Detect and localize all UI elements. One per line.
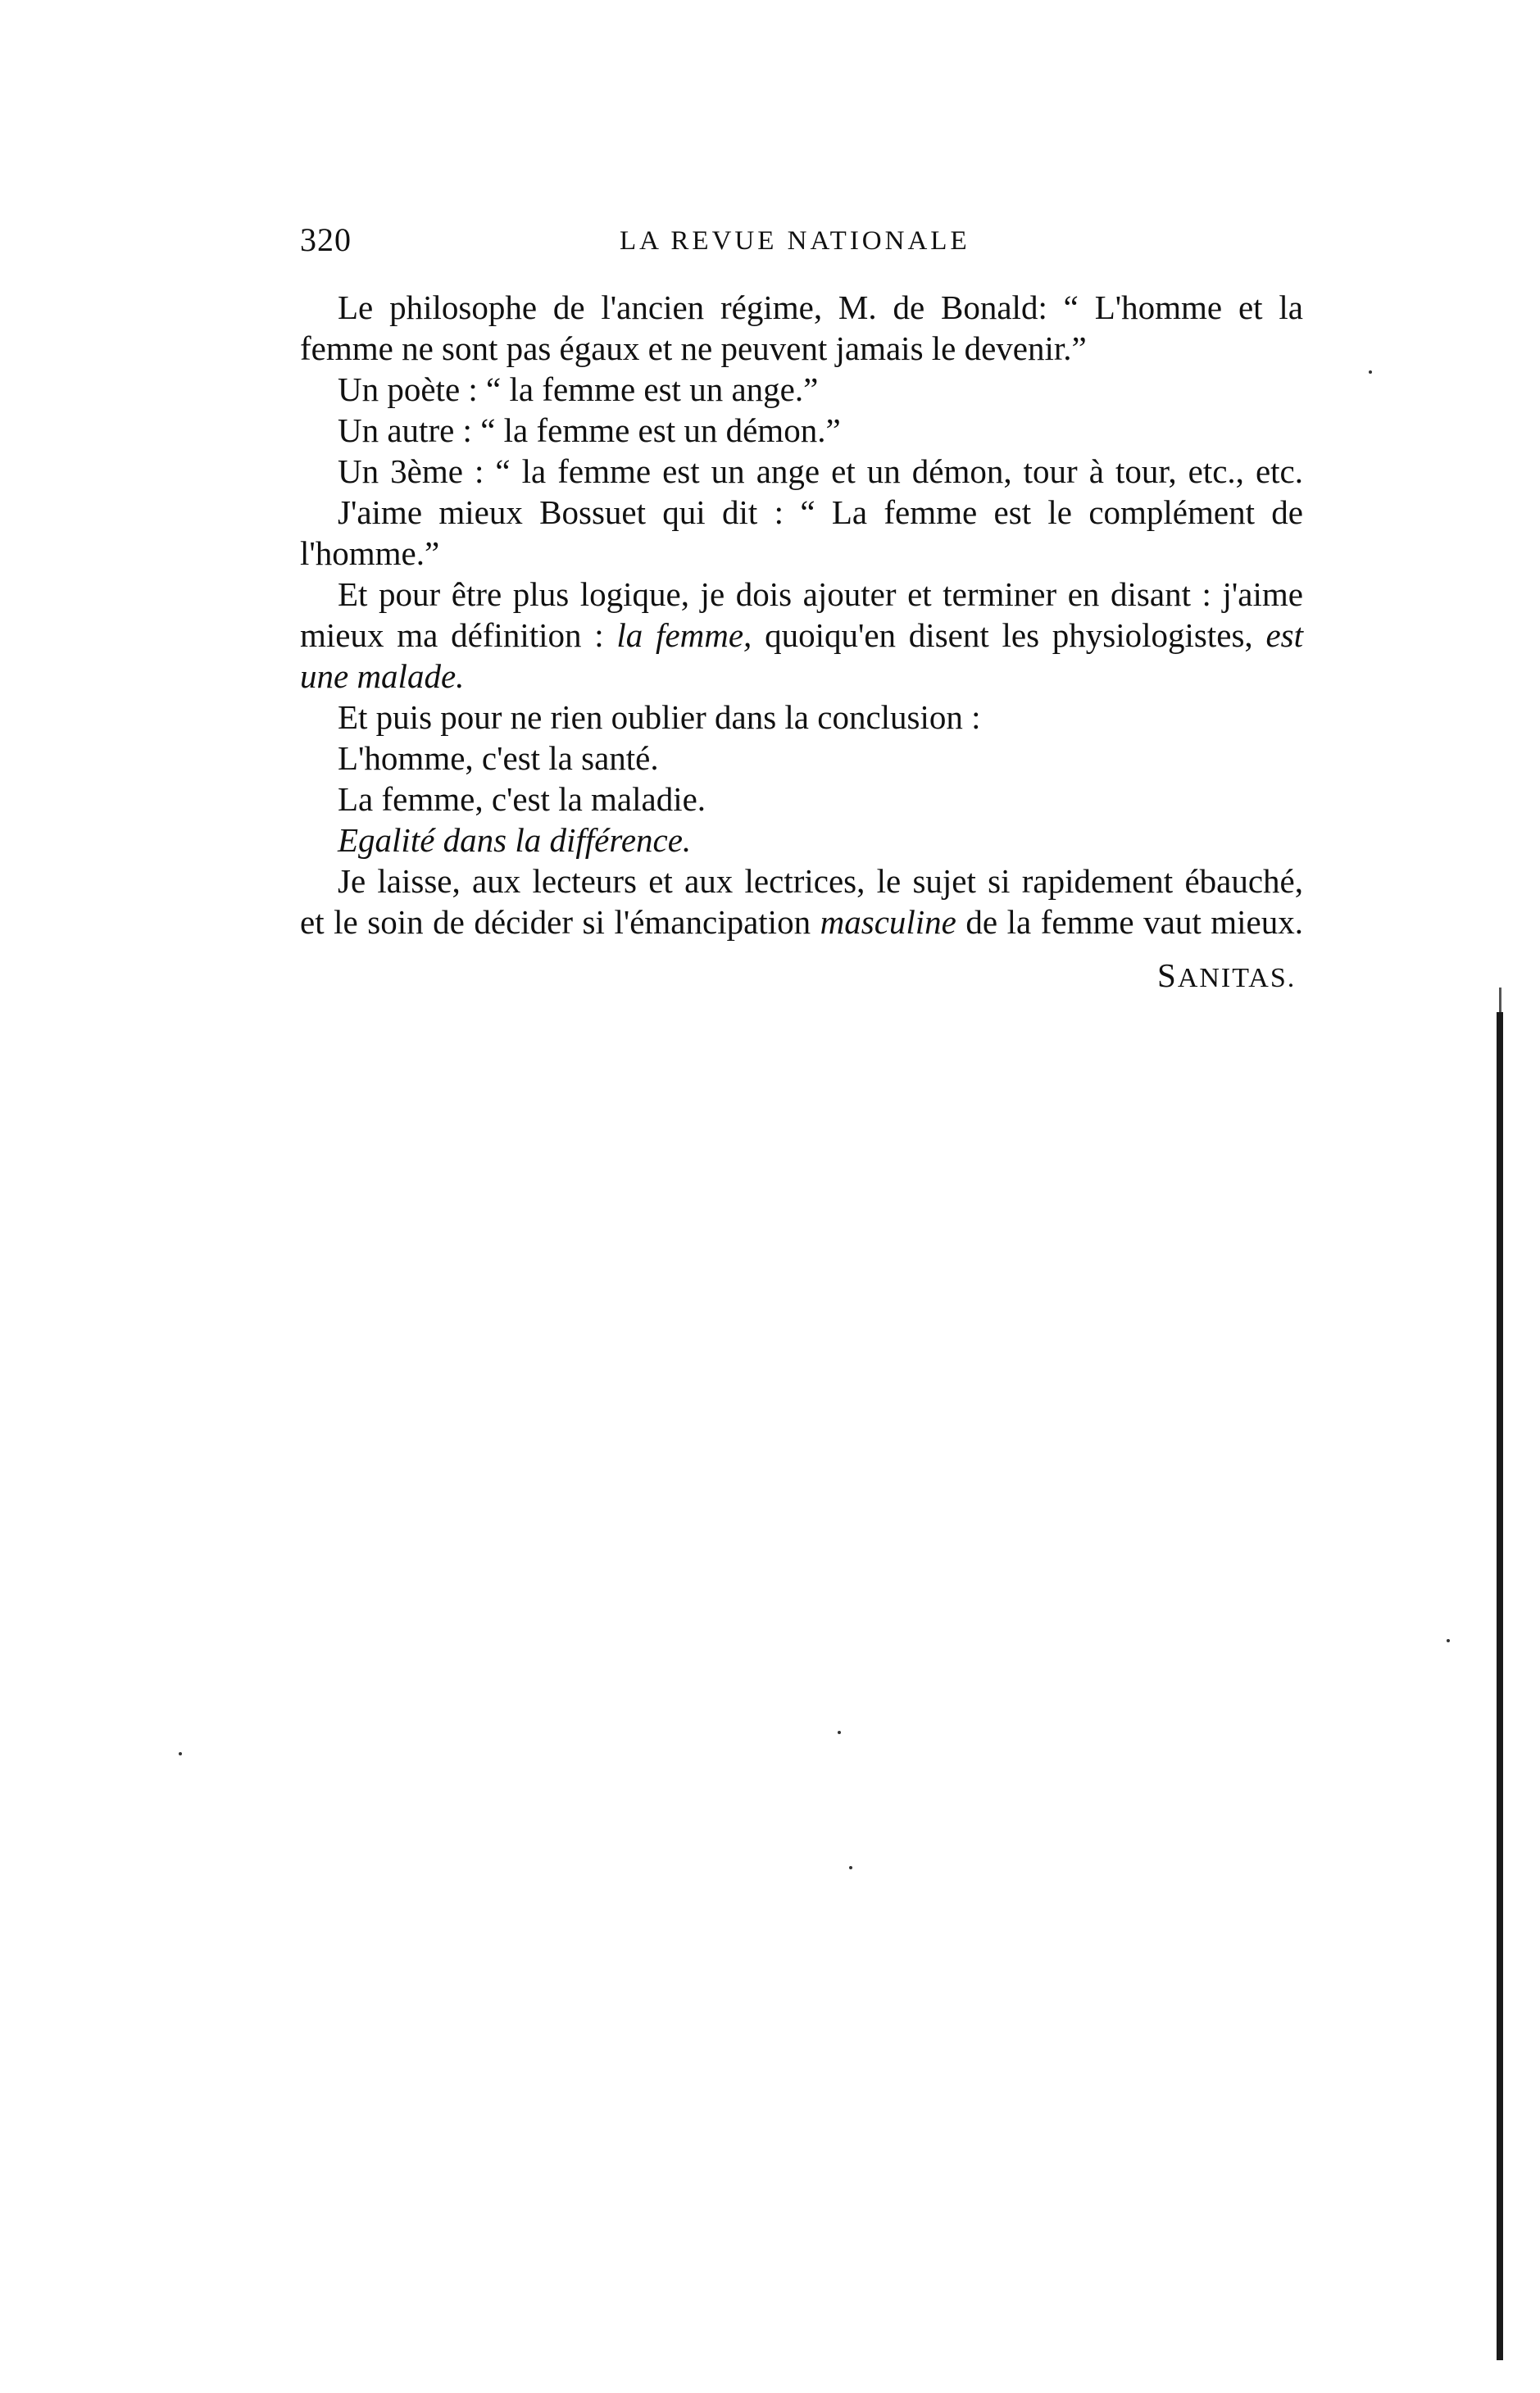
text-line: Et pour être plus logique, je dois ajouter et terminer en disant : j'aime	[338, 575, 1303, 613]
signature	[1157, 955, 1296, 999]
italic-run: la femme,	[616, 616, 752, 654]
scan-speck	[838, 1731, 841, 1734]
text-line	[300, 901, 1303, 942]
scan-speck	[1447, 1639, 1450, 1642]
italic-run: masculine	[820, 903, 956, 941]
text-run: de la femme vaut mieux.	[956, 903, 1304, 941]
text-line: Un poète : “ la femme est un ange.”	[338, 370, 819, 408]
text-line: l'homme.”	[300, 534, 440, 572]
signature-initial: S	[1157, 956, 1178, 994]
scan-speck	[849, 1866, 852, 1869]
scan-edge-mark	[1499, 988, 1501, 1012]
text-line: La femme, c'est la maladie.	[338, 780, 706, 818]
text-run: mieux ma définition :	[300, 616, 617, 654]
text-line: J'aime mieux Bossuet qui dit : “ La femme est le complément de	[338, 493, 1303, 531]
text-line: Un autre : “ la femme est un démon.”	[338, 411, 841, 449]
page-number: 320	[300, 221, 352, 258]
text-line	[300, 615, 1303, 656]
scan-speck	[179, 1752, 182, 1755]
text-line: Un 3ème : “ la femme est un ange et un démon, tour à tour, etc., etc.	[338, 452, 1303, 490]
italic-run: est	[1265, 616, 1303, 654]
body-text	[300, 287, 1303, 942]
text-run: et le soin de décider si l'émancipation	[300, 903, 820, 941]
signature-rest: ANITAS.	[1177, 963, 1297, 993]
text-line: Et puis pour ne rien oublier dans la conclusion :	[338, 698, 981, 736]
text-line: Le philosophe de l'ancien régime, M. de Bonald: “ L'homme et la	[338, 288, 1303, 326]
text-run: quoiqu'en disent les physiologistes,	[752, 616, 1266, 654]
text-line: une malade.	[300, 657, 465, 695]
text-line: L'homme, c'est la santé.	[338, 739, 659, 777]
text-line: Egalité dans la différence.	[338, 821, 692, 859]
running-head	[300, 220, 1303, 261]
scan-edge-border	[1497, 1012, 1503, 2360]
journal-title: LA REVUE NATIONALE	[620, 226, 970, 256]
scan-speck	[1369, 370, 1372, 374]
text-line: Je laisse, aux lecteurs et aux lectrices, le sujet si rapidement ébauché,	[338, 862, 1303, 900]
text-line: femme ne sont pas égaux et ne peuvent jamais le devenir.”	[300, 329, 1087, 367]
